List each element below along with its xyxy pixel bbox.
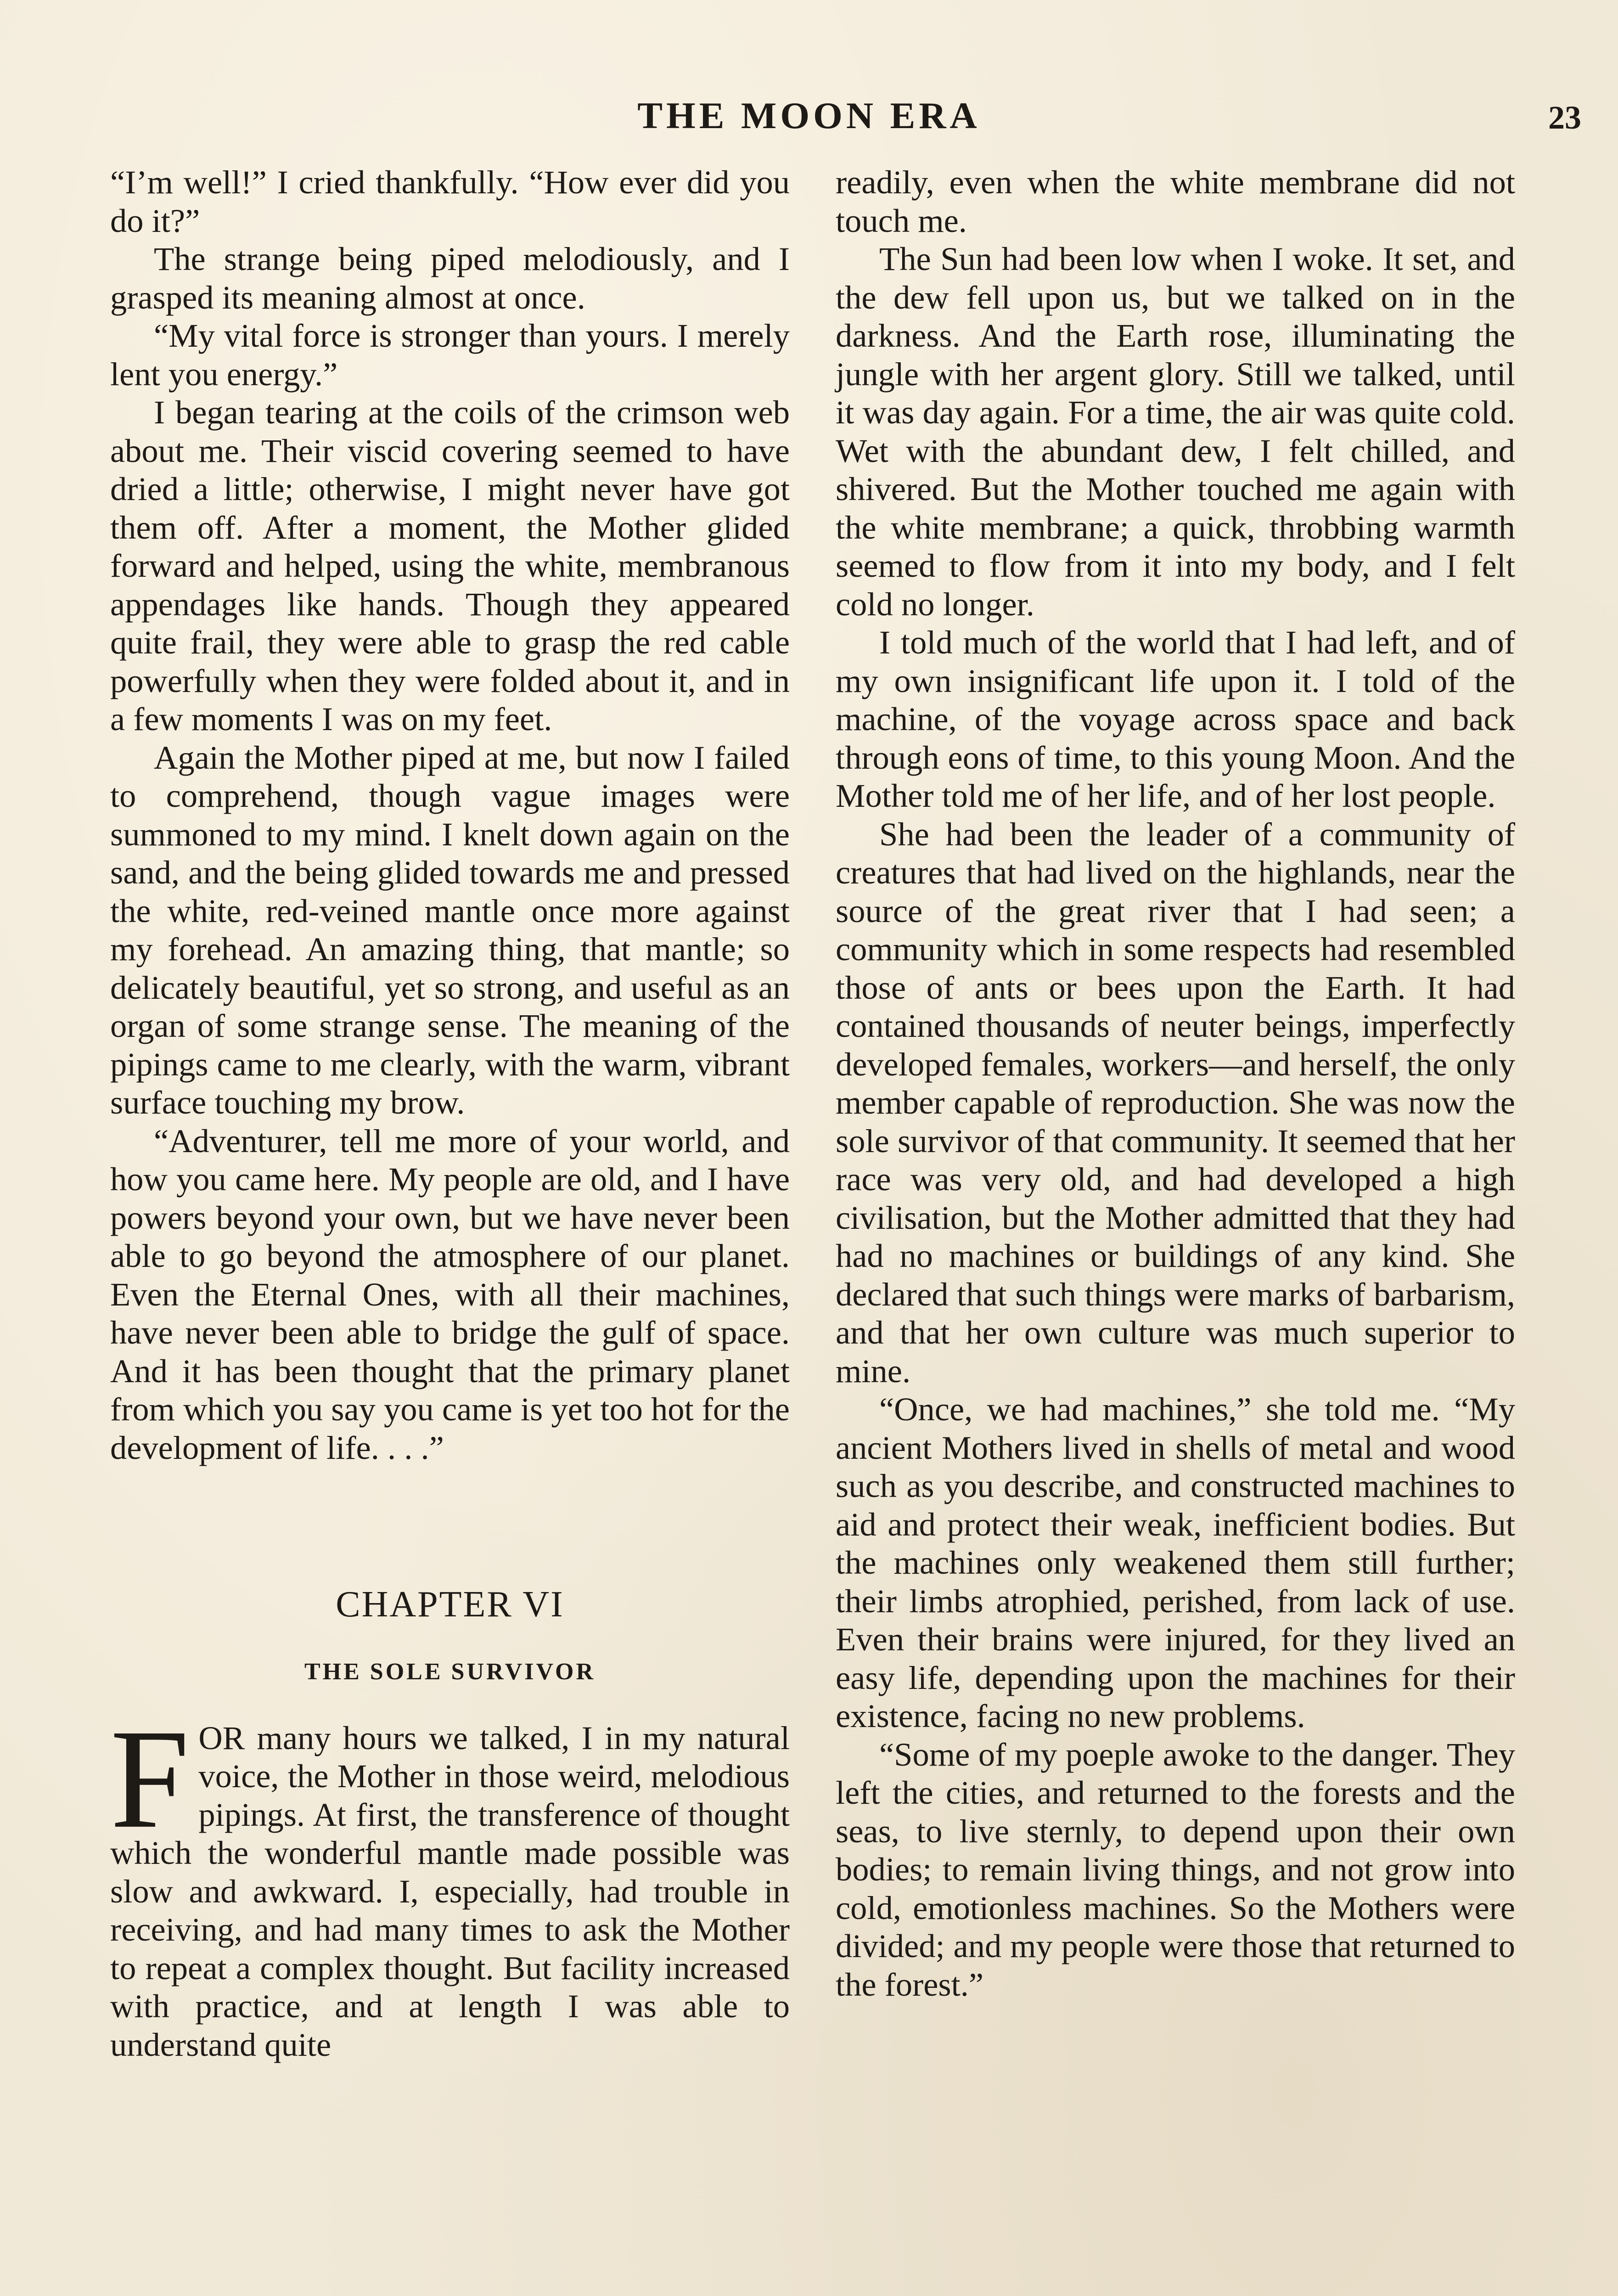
right-column (836, 163, 1515, 2003)
paragraph: readily, even when the white membrane did not touch me. (836, 163, 1515, 239)
chapter-subtitle: THE SOLE SURVIVOR (304, 1659, 596, 1685)
chapter-title: CHAPTER VI (336, 1584, 564, 1625)
opening-text: OR many hours we talked, I in my natural voice, the Mother in those weird, melodious pipings. At first, the transference of thought which the wonderful mantle made possible was slow and awkward. I, especially, had trouble in receiving, and had many times to ask the Mother to repeat a complex thought. But facility increased with practice, and at length I was able to understand quite (110, 1719, 790, 2063)
paragraph: “I’m well!” I cried thankfully. “How ever did you do it?” (110, 163, 790, 239)
paragraph: She had been the leader of a community of creatures that had lived on the highlands, near the source of the great river that I had seen; a community which in some respects had resembled those of ants or bees upon the Earth. It had contained thousands of neuter beings, imperfectly developed females, workers—and herself, the only member capable of reproduction. She was now the sole survivor of that community. It seemed that her race was very old, and had developed a high civilisation, but the Mother admitted that they had had no machines or buildings of any kind. She declared that such things were marks of barbarism, and that her own culture was much superior to mine. (836, 815, 1515, 1390)
paragraph: The strange being piped melodiously, and I grasped its meaning almost at once. (110, 240, 790, 316)
chapter-opening-paragraph (110, 1700, 790, 2064)
paragraph: Again the Mother piped at me, but now I failed to comprehend, though vague images were summoned to my mind. I knelt down again on the sand, and the being glided towards me and pressed the white, red-veined mantle once more against my forehead. An amazing thing, that mantle; so delicately beautiful, yet so strong, and useful as an organ of some strange sense. The meaning of the pipings came to me clearly, with the warm, vibrant surface touching my brow. (110, 738, 790, 1121)
page-number: 23 (1548, 99, 1581, 136)
paragraph: The Sun had been low when I woke. It set, and the dew fell upon us, but we talked on in the darkness. And the Earth rose, illuminating the jungle with her argent glory. Still we talked, until it was day again. For a time, the air was quite cold. Wet with the abundant dew, I felt chilled, and shivered. But the Mother touched me again with the white membrane; a quick, throbbing warmth seemed to flow from it into my body, and I felt cold no longer. (836, 240, 1515, 623)
paragraph: “Adventurer, tell me more of your world, and how you came here. My people are old, and I have powers beyond your own, but we have never been able to go beyond the atmosphere of our planet. Even the Eternal Ones, with all their machines, have never been able to bridge the gulf of space. And it has been thought that the primary planet from which you say you came is yet too hot for the development of life. . . .” (110, 1122, 790, 1466)
paragraph: “My vital force is stronger than yours. I merely lent you energy.” (110, 317, 790, 393)
left-column (110, 163, 790, 2064)
paragraph: “Once, we had machines,” she told me. “My ancient Mothers lived in shells of metal and wood such as you describe, and constructed machines to aid and protect their weak, inefficient bodies. But the machines only weakened them still further; their limbs atrophied, perished, from lack of use. Even their brains were injured, for they lived an easy life, depending upon the machines for their existence, facing no new problems. (836, 1390, 1515, 1734)
paragraph: “Some of my poeple awoke to the danger. They left the cities, and returned to the forests and the seas, to live sternly, to depend upon their own bodies; to remain living things, and not grow into cold, emotionless machines. So the Mothers were divided; and my people were those that returned to the forest.” (836, 1735, 1515, 2003)
paragraph: I told much of the world that I had left, and of my own insignificant life upon it. I told of the machine, of the voyage across space and back through eons of time, to this young Moon. And the Mother told me of her life, and of her lost people. (836, 624, 1515, 814)
drop-cap: F (110, 1700, 190, 1858)
running-head: THE MOON ERA (637, 95, 981, 136)
paragraph: I began tearing at the coils of the crimson web about me. Their viscid covering seemed to have dried a little; otherwise, I might never have got them off. After a moment, the Mother glided forward and helped, using the white, membranous appendages like hands. Though they appeared quite frail, they were able to grasp the red cable powerfully when they were folded about it, and in a few moments I was on my feet. (110, 394, 790, 737)
